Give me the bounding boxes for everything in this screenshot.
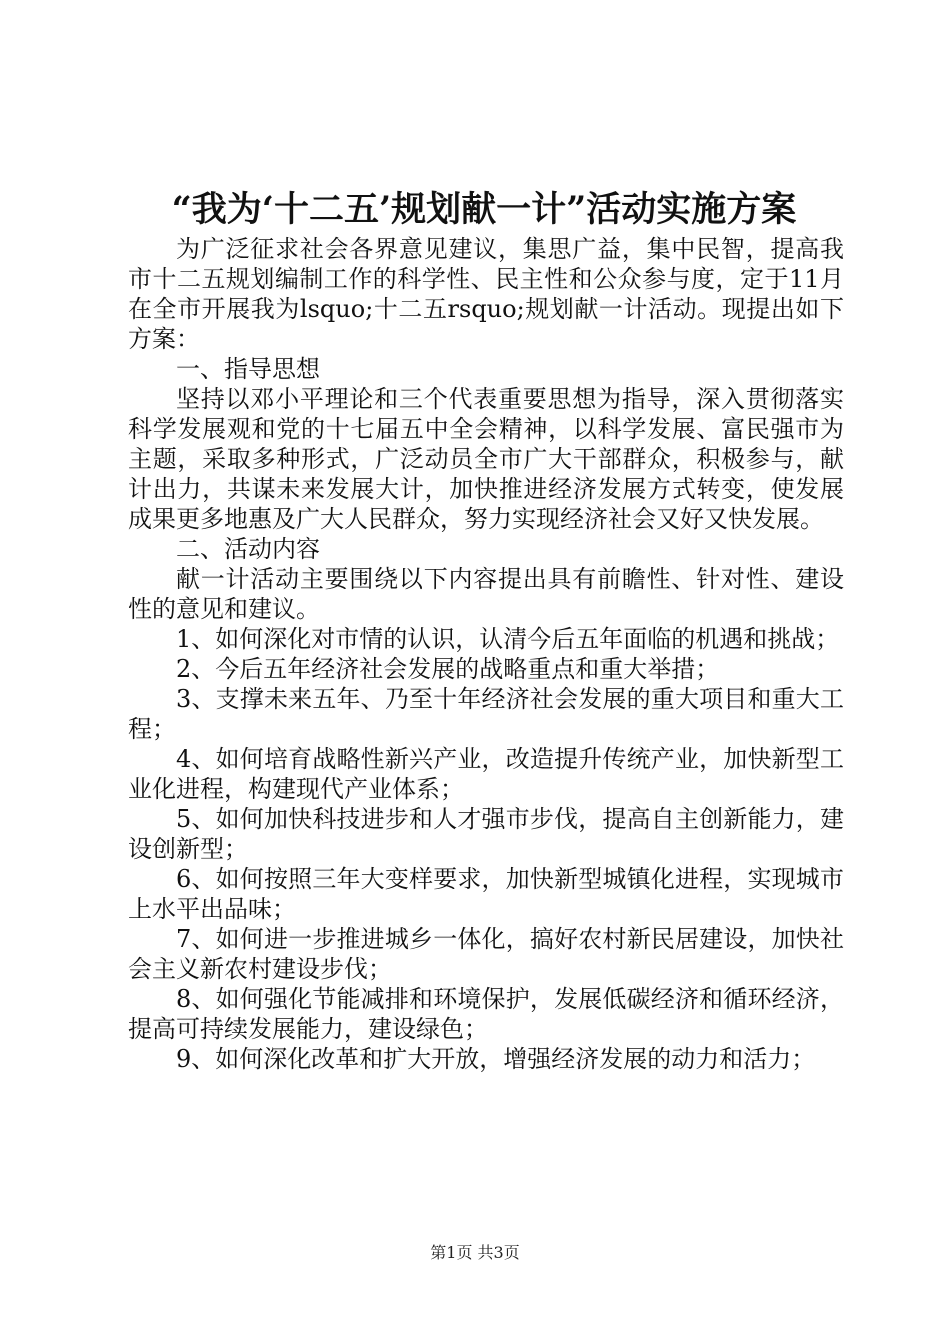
list-item: 5、如何加快科技进步和人才强市步伐，提高自主创新能力，建设创新型； [128, 805, 844, 863]
intro-paragraph: 为广泛征求社会各界意见建议，集思广益，集中民智，提高我市十二五规划编制工作的科学性、民主性和公众参与度，定于11月在全市开展我为lsquo;十二五rsquo;规划献一计活动。现提出如下方案： [128, 235, 844, 353]
list-item: 9、如何深化改革和扩大开放，增强经济发展的动力和活力； [176, 1045, 816, 1073]
document-title: “我为‘十二五’规划献一计”活动实施方案 [171, 189, 797, 230]
document-body [128, 234, 844, 1074]
guiding-thought-paragraph: 坚持以邓小平理论和三个代表重要思想为指导，深入贯彻落实科学发展观和党的十七届五中全会精神，以科学发展、富民强市为主题，采取多种形式，广泛动员全市广大干部群众，积极参与，献计出力，共谋未来发展大计，加快推进经济发展方式转变，使发展成果更多地惠及广大人民群众，努力实现经济社会又好又快发展。 [128, 385, 844, 533]
list-item: 6、如何按照三年大变样要求，加快新型城镇化进程，实现城市上水平出品味； [128, 865, 844, 923]
section-heading-activity-content: 二、活动内容 [176, 535, 320, 563]
list-item: 1、如何深化对市情的认识，认清今后五年面临的机遇和挑战； [176, 625, 840, 653]
activity-content-paragraph: 献一计活动主要围绕以下内容提出具有前瞻性、针对性、建设性的意见和建议。 [128, 565, 844, 623]
list-item: 7、如何进一步推进城乡一体化，搞好农村新民居建设，加快社会主义新农村建设步伐； [128, 925, 844, 983]
list-item: 8、如何强化节能减排和环境保护，发展低碳经济和循环经济，提高可持续发展能力，建设绿色； [128, 985, 844, 1043]
list-item: 4、如何培育战略性新兴产业，改造提升传统产业，加快新型工业化进程，构建现代产业体系； [128, 745, 844, 803]
page-number-footer: 第1页 共3页 [430, 1243, 520, 1262]
list-item: 2、今后五年经济社会发展的战略重点和重大举措； [176, 655, 720, 683]
list-item: 3、支撑未来五年、乃至十年经济社会发展的重大项目和重大工程； [128, 685, 844, 743]
section-heading-guiding-thought: 一、指导思想 [176, 355, 320, 383]
